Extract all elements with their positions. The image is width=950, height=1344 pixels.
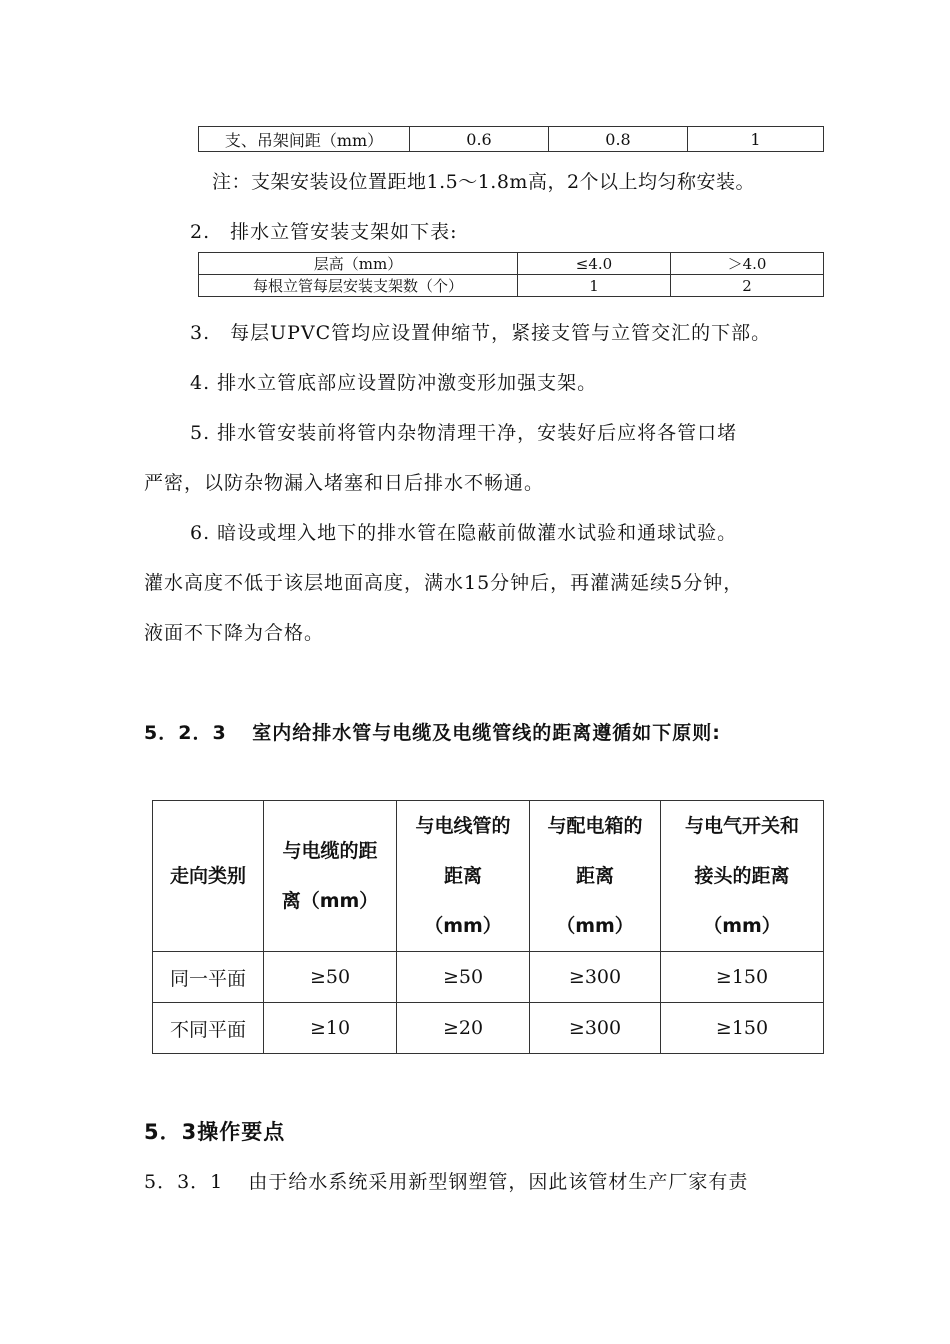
- header-text: 距离: [575, 865, 614, 887]
- section-number: 5．3．1: [144, 1171, 224, 1193]
- table-row: [199, 127, 824, 152]
- note-text: 注：支架安装设位置距地1.5～1.8m高，2个以上均匀称安装。: [212, 171, 756, 193]
- table-cell: ≥150: [661, 1003, 824, 1054]
- table-cell: 0.6: [410, 127, 549, 152]
- section-text: 由于给水系统采用新型钢塑管，因此该管材生产厂家有责: [248, 1171, 749, 1193]
- table-cell: ≥50: [397, 952, 530, 1003]
- support-spacing-table: [198, 126, 824, 152]
- item-6-line2: 灌水高度不低于该层地面高度，满水15分钟后，再灌满延续5分钟，: [144, 572, 744, 594]
- header-text: （mm）: [556, 915, 634, 937]
- table-cell: 不同平面: [153, 1003, 264, 1054]
- table-header-cell: [397, 801, 530, 952]
- item-2: 2. 排水立管安装支架如下表:: [190, 221, 458, 243]
- table-header-row: [153, 801, 824, 952]
- header-text: 与电线管的: [415, 815, 511, 837]
- header-text: （mm）: [703, 915, 781, 937]
- table-header-cell: ≤4.0: [518, 253, 671, 275]
- table-header-cell: 层高（mm）: [199, 253, 518, 275]
- table-cell: 1: [518, 275, 671, 297]
- table-cell: ≥300: [530, 1003, 661, 1054]
- item-5-line1: 5. 排水管安装前将管内杂物清理干净，安装好后应将各管口堵: [190, 422, 738, 444]
- table-header-cell: ＞4.0: [671, 253, 824, 275]
- table-row: [199, 253, 824, 275]
- table-cell: 0.8: [549, 127, 688, 152]
- header-text: （mm）: [424, 915, 502, 937]
- item-5-line2: 严密，以防杂物漏入堵塞和日后排水不畅通。: [144, 472, 545, 494]
- header-text: 与配电箱的: [547, 815, 643, 837]
- table-header-cell: [661, 801, 824, 952]
- table-cell: ≥20: [397, 1003, 530, 1054]
- table-header-cell: [530, 801, 661, 952]
- table-cell: ≥10: [264, 1003, 397, 1054]
- item-4: 4. 排水立管底部应设置防冲激变形加强支架。: [190, 372, 598, 394]
- table-header-cell: [153, 801, 264, 952]
- table-cell: 2: [671, 275, 824, 297]
- section-title: 室内给排水管与电缆及电缆管线的距离遵循如下原则:: [252, 722, 721, 744]
- section-5-3-1: [144, 1167, 748, 1194]
- header-text: 与电气开关和: [684, 815, 799, 837]
- table-cell: ≥150: [661, 952, 824, 1003]
- header-text: 离（mm）: [281, 890, 379, 912]
- distance-table: [152, 800, 824, 1054]
- riser-support-table: [198, 252, 824, 297]
- item-6-line1: 6. 暗设或埋入地下的排水管在隐蔽前做灌水试验和通球试验。: [190, 522, 738, 544]
- section-5-3-heading: 5．3操作要点: [144, 1120, 286, 1144]
- header-text: 接头的距离: [694, 865, 790, 887]
- table-cell: 1: [688, 127, 824, 152]
- section-number: 5．2．3: [144, 722, 227, 744]
- section-5-2-3-heading: [144, 718, 721, 745]
- table-row: [199, 275, 824, 297]
- table-cell: ≥50: [264, 952, 397, 1003]
- table-row: [153, 1003, 824, 1054]
- table-header-cell: [264, 801, 397, 952]
- table-cell: 每根立管每层安装支架数（个）: [199, 275, 518, 297]
- table-cell: 同一平面: [153, 952, 264, 1003]
- item-3: 3. 每层UPVC管均应设置伸缩节，紧接支管与立管交汇的下部。: [190, 322, 772, 344]
- table-cell-label: 支、吊架间距（mm）: [199, 127, 410, 152]
- header-text: 与电缆的距: [282, 840, 378, 862]
- table-row: [153, 952, 824, 1003]
- table-cell: ≥300: [530, 952, 661, 1003]
- header-text: 走向类别: [169, 865, 246, 887]
- header-text: 距离: [443, 865, 482, 887]
- item-6-line3: 液面不下降为合格。: [144, 622, 325, 644]
